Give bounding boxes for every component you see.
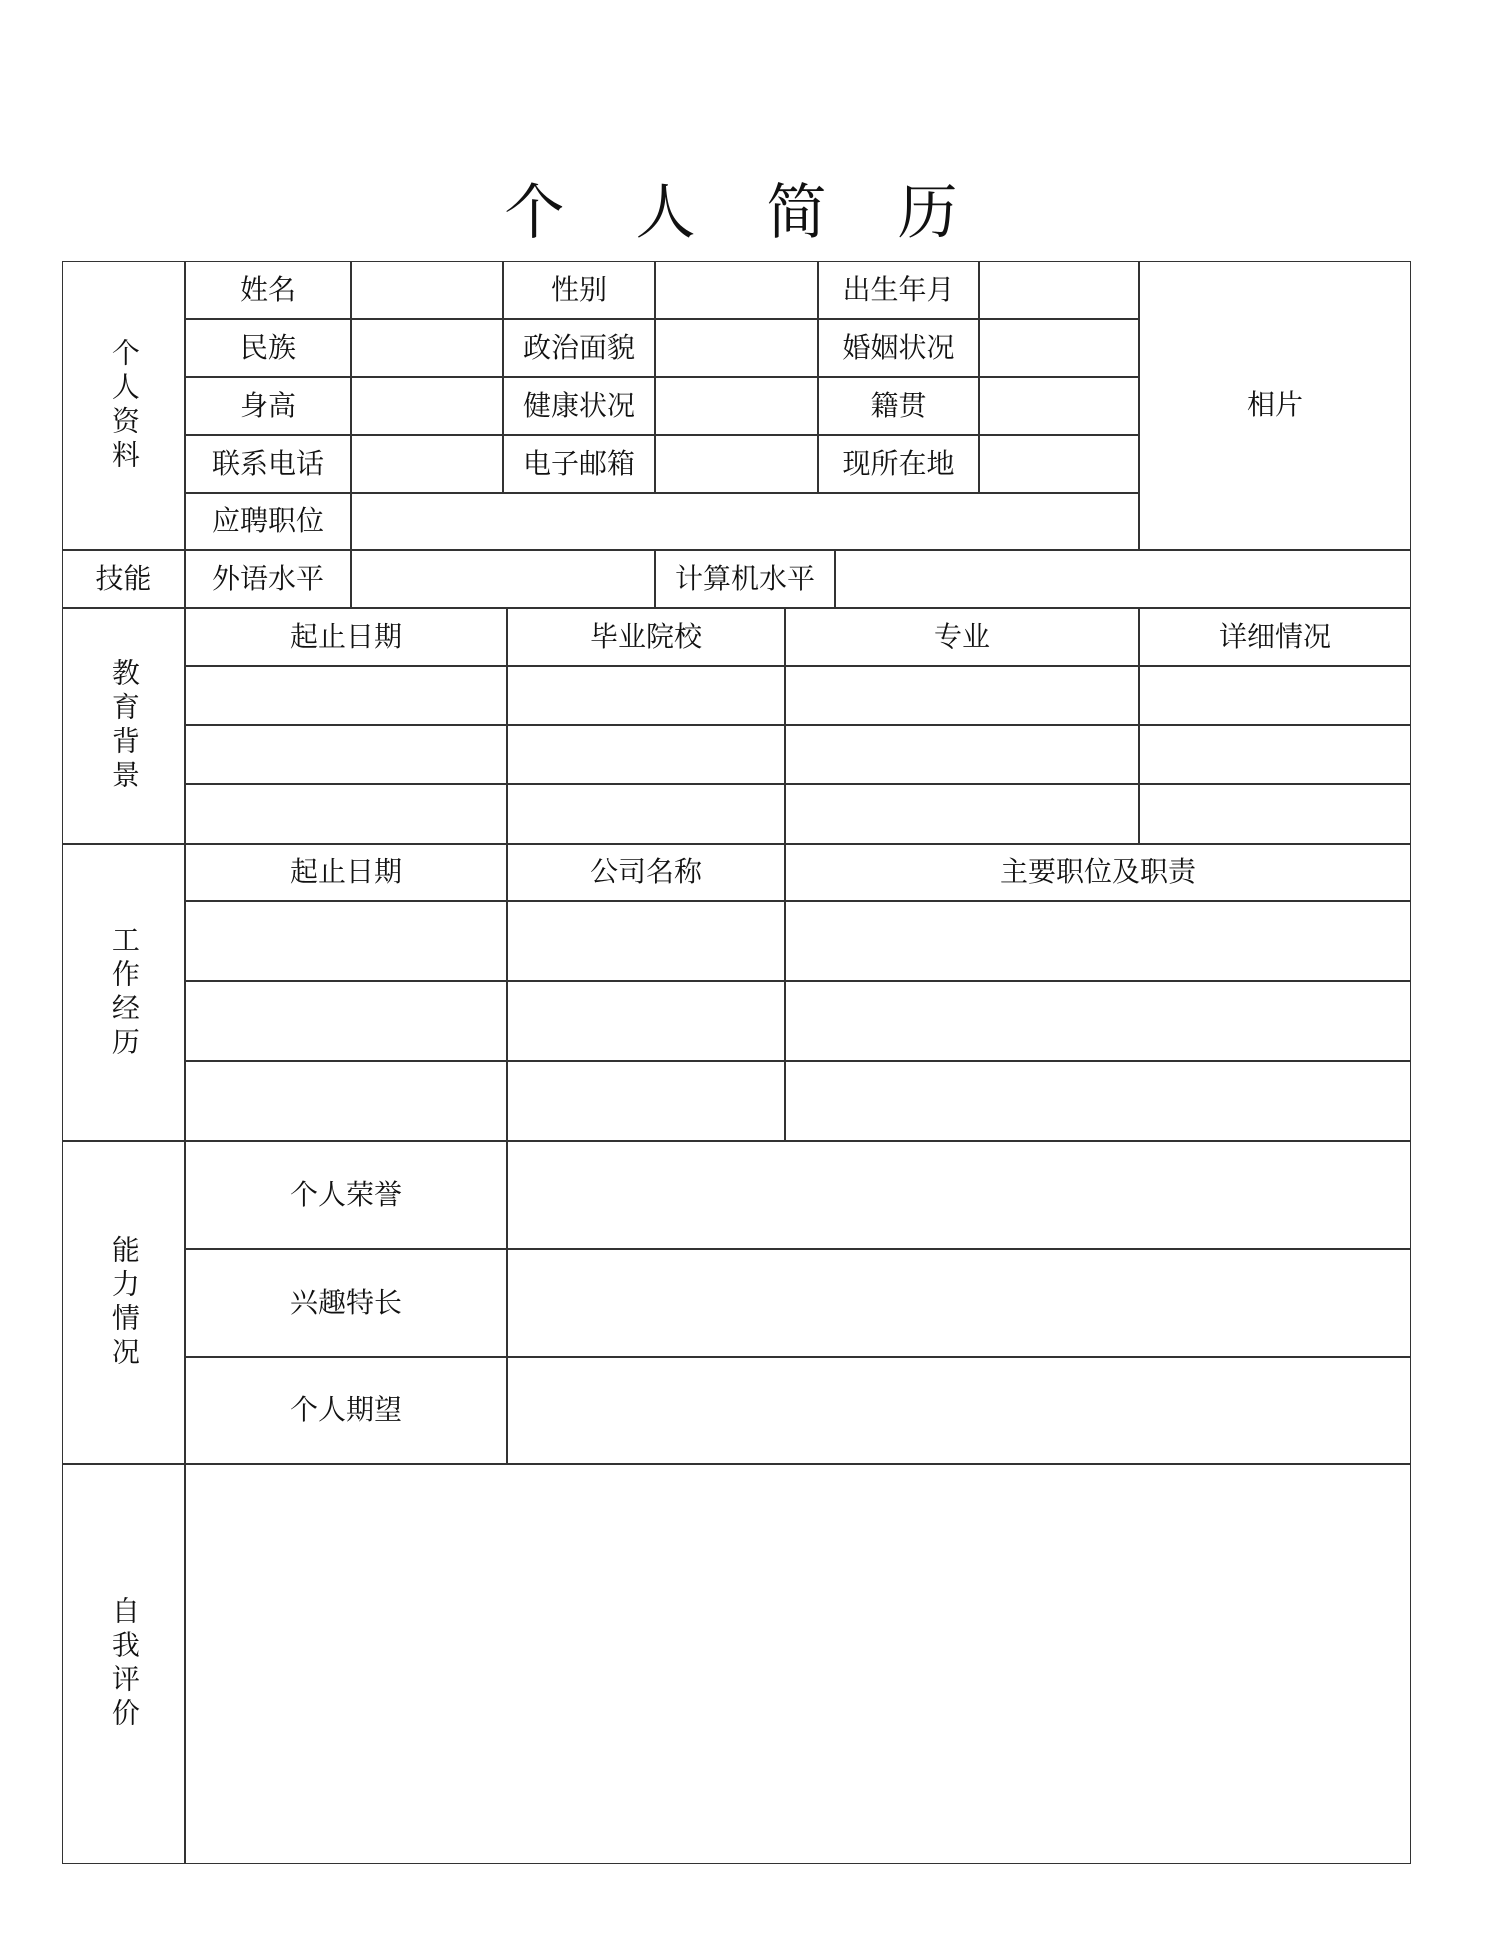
political-status-field[interactable] xyxy=(655,319,818,377)
work-row-3-duties[interactable] xyxy=(785,1061,1411,1141)
expectation-field[interactable] xyxy=(507,1357,1411,1464)
edu-row-3-major[interactable] xyxy=(785,784,1139,844)
position-field[interactable] xyxy=(351,493,1139,550)
work-header-duties: 主要职位及职责 xyxy=(785,844,1411,901)
position-label: 应聘职位 xyxy=(185,493,351,550)
work-row-1-company[interactable] xyxy=(507,901,785,981)
edu-row-1-dates[interactable] xyxy=(185,666,507,725)
edu-row-1-major[interactable] xyxy=(785,666,1139,725)
edu-header-major: 专业 xyxy=(785,608,1139,666)
email-field[interactable] xyxy=(655,435,818,493)
phone-field[interactable] xyxy=(351,435,503,493)
work-row-2-duties[interactable] xyxy=(785,981,1411,1061)
work-row-3-dates[interactable] xyxy=(185,1061,507,1141)
work-row-1-dates[interactable] xyxy=(185,901,507,981)
gender-field[interactable] xyxy=(655,261,818,319)
page-title: 个 人 简 历 xyxy=(504,178,984,248)
edu-row-2-dates[interactable] xyxy=(185,725,507,784)
name-field[interactable] xyxy=(351,261,503,319)
edu-header-school: 毕业院校 xyxy=(507,608,785,666)
location-field[interactable] xyxy=(979,435,1139,493)
political-status-label: 政治面貌 xyxy=(503,319,655,377)
height-field[interactable] xyxy=(351,377,503,435)
photo-box[interactable]: 相片 xyxy=(1139,261,1411,550)
work-row-2-dates[interactable] xyxy=(185,981,507,1061)
marital-status-field[interactable] xyxy=(979,319,1139,377)
section-ability: 能力情况 xyxy=(62,1141,185,1464)
phone-label: 联系电话 xyxy=(185,435,351,493)
section-work: 工作经历 xyxy=(62,844,185,1141)
edu-row-3-details[interactable] xyxy=(1139,784,1411,844)
edu-row-2-details[interactable] xyxy=(1139,725,1411,784)
language-level-label: 外语水平 xyxy=(185,550,351,608)
edu-row-1-details[interactable] xyxy=(1139,666,1411,725)
marital-status-label: 婚姻状况 xyxy=(818,319,979,377)
computer-level-label: 计算机水平 xyxy=(655,550,835,608)
birth-field[interactable] xyxy=(979,261,1139,319)
work-header-dates: 起止日期 xyxy=(185,844,507,901)
height-label: 身高 xyxy=(185,377,351,435)
edu-header-dates: 起止日期 xyxy=(185,608,507,666)
section-personal-info: 个人资料 xyxy=(62,261,185,550)
section-education: 教育背景 xyxy=(62,608,185,844)
interests-label: 兴趣特长 xyxy=(185,1249,507,1357)
self-evaluation-field[interactable] xyxy=(185,1464,1411,1864)
work-row-2-company[interactable] xyxy=(507,981,785,1061)
computer-level-field[interactable] xyxy=(835,550,1411,608)
email-label: 电子邮箱 xyxy=(503,435,655,493)
name-label: 姓名 xyxy=(185,261,351,319)
expectation-label: 个人期望 xyxy=(185,1357,507,1464)
edu-row-1-school[interactable] xyxy=(507,666,785,725)
edu-row-2-school[interactable] xyxy=(507,725,785,784)
section-skills: 技能 xyxy=(62,550,185,608)
interests-field[interactable] xyxy=(507,1249,1411,1357)
location-label: 现所在地 xyxy=(818,435,979,493)
edu-row-3-dates[interactable] xyxy=(185,784,507,844)
gender-label: 性别 xyxy=(503,261,655,319)
edu-header-details: 详细情况 xyxy=(1139,608,1411,666)
ethnicity-field[interactable] xyxy=(351,319,503,377)
honors-label: 个人荣誉 xyxy=(185,1141,507,1249)
work-row-3-company[interactable] xyxy=(507,1061,785,1141)
section-self-evaluation: 自我评价 xyxy=(62,1464,185,1864)
work-row-1-duties[interactable] xyxy=(785,901,1411,981)
edu-row-2-major[interactable] xyxy=(785,725,1139,784)
language-level-field[interactable] xyxy=(351,550,655,608)
health-field[interactable] xyxy=(655,377,818,435)
edu-row-3-school[interactable] xyxy=(507,784,785,844)
work-header-company: 公司名称 xyxy=(507,844,785,901)
honors-field[interactable] xyxy=(507,1141,1411,1249)
native-place-label: 籍贯 xyxy=(818,377,979,435)
native-place-field[interactable] xyxy=(979,377,1139,435)
birth-label: 出生年月 xyxy=(818,261,979,319)
health-label: 健康状况 xyxy=(503,377,655,435)
ethnicity-label: 民族 xyxy=(185,319,351,377)
